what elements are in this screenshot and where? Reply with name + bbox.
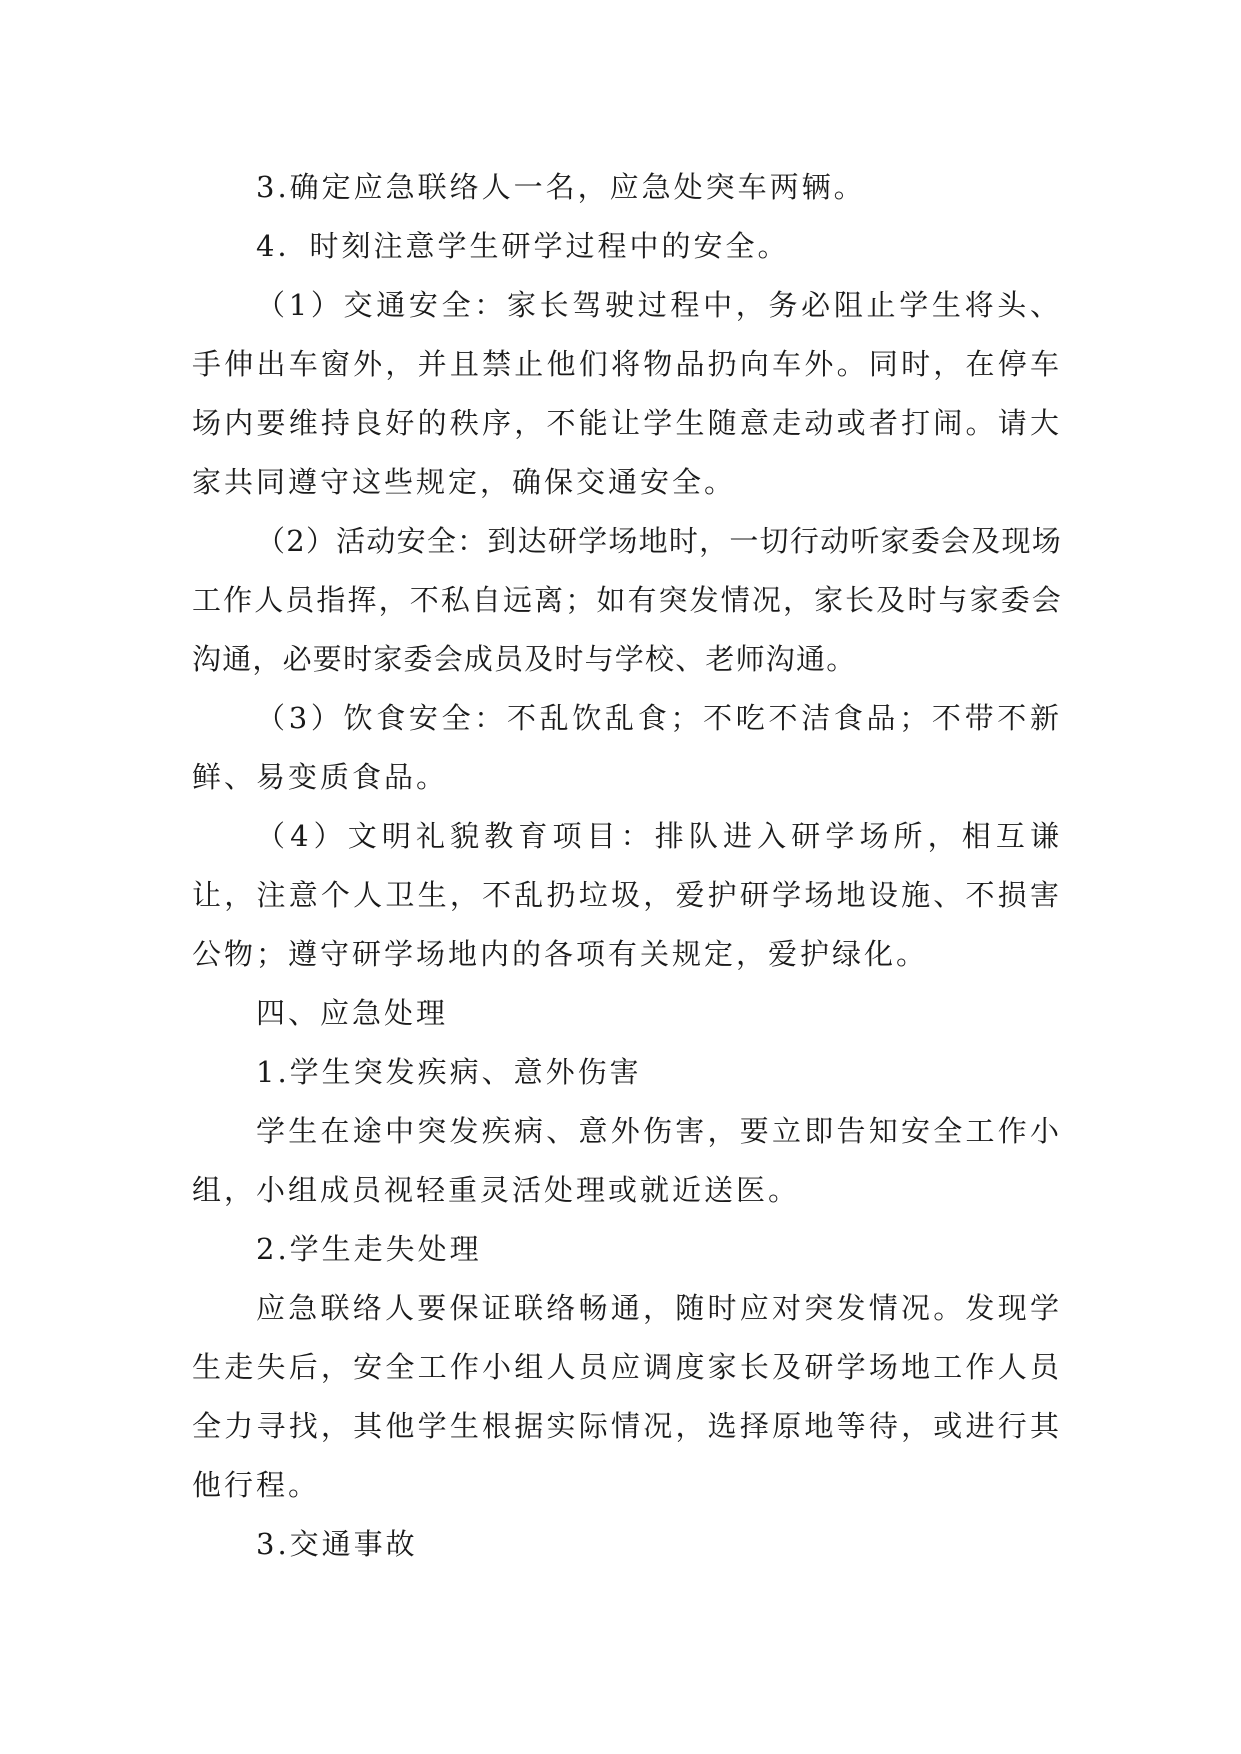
paragraph-civility-education: （4）文明礼貌教育项目：排队进入研学场所，相互谦让，注意个人卫生，不乱扔垃圾，爱护研学场地设施、不损害公物；遵守研学场地内的各项有关规定，爱护绿化。 — [192, 819, 1062, 971]
document-body — [192, 158, 1062, 1574]
paragraph-traffic-safety: （1）交通安全：家长驾驶过程中，务必阻止学生将头、手伸出车窗外，并且禁止他们将物品扔向车外。同时，在停车场内要维持良好的秩序，不能让学生随意走动或者打闹。请大家共同遵守这些规定，确保交通安全。 — [192, 288, 1062, 499]
paragraph-illness-injury: 学生在途中突发疾病、意外伤害，要立即告知安全工作小组，小组成员视轻重灵活处理或就近送医。 — [192, 1114, 1062, 1207]
paragraph-food-safety: （3）饮食安全：不乱饮乱食；不吃不洁食品；不带不新鲜、易变质食品。 — [192, 701, 1062, 794]
paragraph-safety-attention: 4．时刻注意学生研学过程中的安全。 — [256, 229, 790, 263]
paragraph-emergency-contact: 3.确定应急联络人一名，应急处突车两辆。 — [256, 170, 866, 204]
paragraph-activity-safety: （2）活动安全：到达研学场地时，一切行动听家委会及现场工作人员指挥，不私自远离；如有突发情况，家长及时与家委会沟通，必要时家委会成员及时与学校、老师沟通。 — [192, 524, 1062, 676]
subheading-traffic-accident: 3.交通事故 — [256, 1527, 418, 1561]
paragraph-missing-student: 应急联络人要保证联络畅通，随时应对突发情况。发现学生走失后，安全工作小组人员应调度家长及研学场地工作人员全力寻找，其他学生根据实际情况，选择原地等待，或进行其他行程。 — [192, 1291, 1062, 1502]
section-heading-emergency-handling: 四、应急处理 — [256, 996, 449, 1030]
subheading-illness-injury: 1.学生突发疾病、意外伤害 — [256, 1055, 642, 1089]
subheading-missing-student: 2.学生走失处理 — [256, 1232, 482, 1266]
